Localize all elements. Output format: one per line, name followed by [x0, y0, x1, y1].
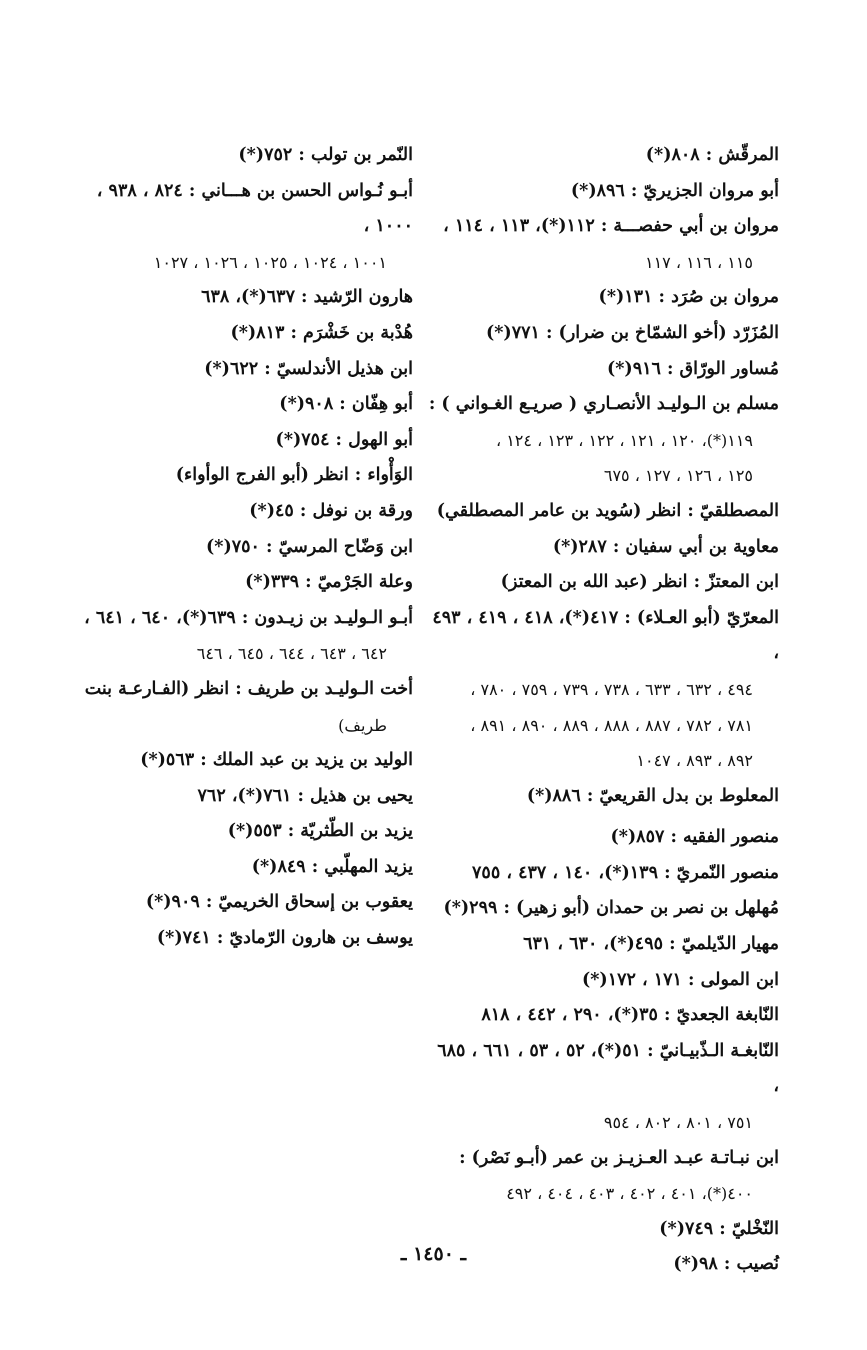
- index-entry: ورقة بن نوفل : ٤٥(*): [249, 500, 413, 521]
- index-entry: المرقّش : ٨٠٨(*): [645, 145, 779, 165]
- index-entry-continuation: طريف): [338, 715, 387, 735]
- index-entry: منصور الفقيه : ٨٥٧(*): [610, 827, 779, 848]
- index-entry: أبو الهول : ٧٥٤(*): [275, 429, 413, 450]
- index-entry: أبو مروان الجزيريّ : ٨٩٦(*): [570, 180, 779, 201]
- index-entry-continuation: ١٠٠١ ، ١٠٢٤ ، ١٠٢٥ ، ١٠٢٦ ، ١٠٢٧: [153, 252, 387, 272]
- index-entry: يزيد المهلّبي : ٨٤٩(*): [251, 856, 413, 877]
- index-entry: أبـو الـوليـد بن زيـدون : ٦٣٩(*)، ٦٤٠ ، ٦٤١ ،: [84, 607, 413, 628]
- index-entry: أخت الـوليـد بن طريف : انظر (الفـارعـة بنت: [84, 678, 413, 699]
- index-entry: نُصيب : ٩٨(*): [673, 1254, 779, 1275]
- index-entry: ابن نبـاتـة عبـد العـزيـز بن عمر (أبـو نَصْر) :: [459, 1147, 779, 1168]
- index-entry: مهيار الدّيلميّ : ٤٩٥(*)، ٦٣٠ ، ٦٣١: [523, 934, 779, 955]
- index-entry: ابن المولى : ١٧١ ، ١٧٢(*): [581, 969, 779, 990]
- index-entry: منصور النّمريّ : ١٣٩(*)، ١٤٠ ، ٤٣٧ ، ٧٥٥: [472, 862, 779, 883]
- index-entry: وعلة الجَرْميّ : ٣٣٩(*): [245, 572, 413, 593]
- index-entry: مروان بن صُرَد : ١٣١(*): [598, 287, 779, 308]
- index-entry: ابن المعتزّ : انظر (عبد الله بن المعتز): [500, 572, 779, 593]
- index-entry: أبو هِفّان : ٩٠٨(*): [279, 394, 413, 415]
- index-entry: المعلوط بن بدل القريعيّ : ٨٨٦(*): [526, 785, 779, 806]
- index-entry-continuation: ١١٩(*)، ١٢٠ ، ١٢١ ، ١٢٢ ، ١٢٣ ، ١٢٤ ،: [495, 430, 753, 450]
- index-entry: ابن وَضّاح المرسيّ : ٧٥٠(*): [206, 536, 413, 557]
- index-column-right: [427, 138, 779, 1283]
- index-entry: النّابغـة الـذّبيـانيّ : ٥١(*)، ٥٢ ، ٥٣ ، ٦٦١ ، ٦٨٥ ،: [437, 1040, 779, 1097]
- index-entry: أبـو نُـواس الحسن بن هـــاني : ٨٢٤ ، ٩٣٨ ، ١٠٠٠ ،: [96, 180, 413, 237]
- page-number: ـ ١٤٥٠ ـ: [400, 1243, 467, 1265]
- index-entry: الوَأْواء : انظر (أبو الفرج الوأواء): [175, 465, 413, 486]
- index-entry: المصطلقيّ : انظر (سُويد بن عامر المصطلقي): [436, 500, 779, 521]
- index-entry-continuation: ٦٤٢ ، ٦٤٣ ، ٦٤٤ ، ٦٤٥ ، ٦٤٦: [196, 644, 387, 664]
- index-entry: مروان بن أبي حفصـــة : ١١٢(*)، ١١٣ ، ١١٤ ،: [443, 216, 779, 237]
- index-entry: معاوية بن أبي سفيان : ٢٨٧(*): [552, 536, 779, 557]
- index-entry-continuation: ٧٥١ ، ٨٠١ ، ٨٠٢ ، ٩٥٤: [603, 1113, 753, 1133]
- index-entry: الوليد بن يزيد بن عبد الملك : ٥٦٣(*): [140, 750, 413, 771]
- index-entry: مُساور الورّاق : ٩١٦(*): [606, 358, 779, 379]
- index-entry-continuation: ١٢٥ ، ١٢٦ ، ١٢٧ ، ٦٧٥: [603, 466, 753, 486]
- index-entry: يعقوب بن إسحاق الخريميّ : ٩٠٩(*): [145, 892, 413, 913]
- index-entry: النّخْليّ : ٧٤٩(*): [659, 1218, 779, 1239]
- index-entry: النّمر بن تولب : ٧٥٢(*): [238, 145, 413, 165]
- index-entry: المُزَرّد (أخو الشمّاخ بن ضرار) : ٧٧١(*): [485, 322, 779, 343]
- index-entry-continuation: ٤٩٤ ، ٦٣٢ ، ٦٣٣ ، ٧٣٨ ، ٧٣٩ ، ٧٥٩ ، ٧٨٠ ،: [470, 679, 753, 699]
- index-entry: يحيى بن هذيل : ٧٦١(*)، ٧٦٢: [197, 785, 413, 806]
- index-entry-continuation: ١١٥ ، ١١٦ ، ١١٧: [644, 252, 753, 272]
- index-entry: هارون الرّشيد : ٦٣٧(*)، ٦٣٨: [201, 287, 413, 308]
- index-entry: مُهلهل بن نصر بن حمدان (أبو زهير) : ٢٩٩(*): [443, 898, 779, 919]
- index-entry: هُدْبة بن خَشْرَم : ٨١٣(*): [230, 322, 413, 343]
- index-entry-continuation: ٤٠٠(*)، ٤٠١ ، ٤٠٢ ، ٤٠٣ ، ٤٠٤ ، ٤٩٢: [506, 1184, 753, 1204]
- index-entry: يوسف بن هارون الرّماديّ : ٧٤١(*): [156, 928, 413, 949]
- index-entry-continuation: ٨٩٢ ، ٨٩٣ ، ١٠٤٧: [636, 751, 753, 771]
- index-entry: يزيد بن الطّثريّة : ٥٥٣(*): [227, 821, 413, 842]
- index-entry: ابن هذيل الأندلسيّ : ٦٢٢(*): [204, 358, 413, 379]
- index-entry-continuation: ٧٨١ ، ٧٨٢ ، ٨٨٧ ، ٨٨٨ ، ٨٨٩ ، ٨٩٠ ، ٨٩١ ،: [470, 715, 753, 735]
- index-entry: المعرّيّ (أبو العـلاء) : ٤١٧(*)، ٤١٨ ، ٤١٩ ، ٤٩٣ ،: [432, 607, 779, 664]
- index-entry: مسلم بن الـوليـد الأنصـاري ( صريـع الغـواني ) :: [428, 394, 779, 415]
- index-column-left: [61, 138, 413, 957]
- index-entry: النّابغة الجعديّ : ٣٥(*)، ٢٩٠ ، ٤٤٢ ، ٨١٨: [481, 1005, 779, 1026]
